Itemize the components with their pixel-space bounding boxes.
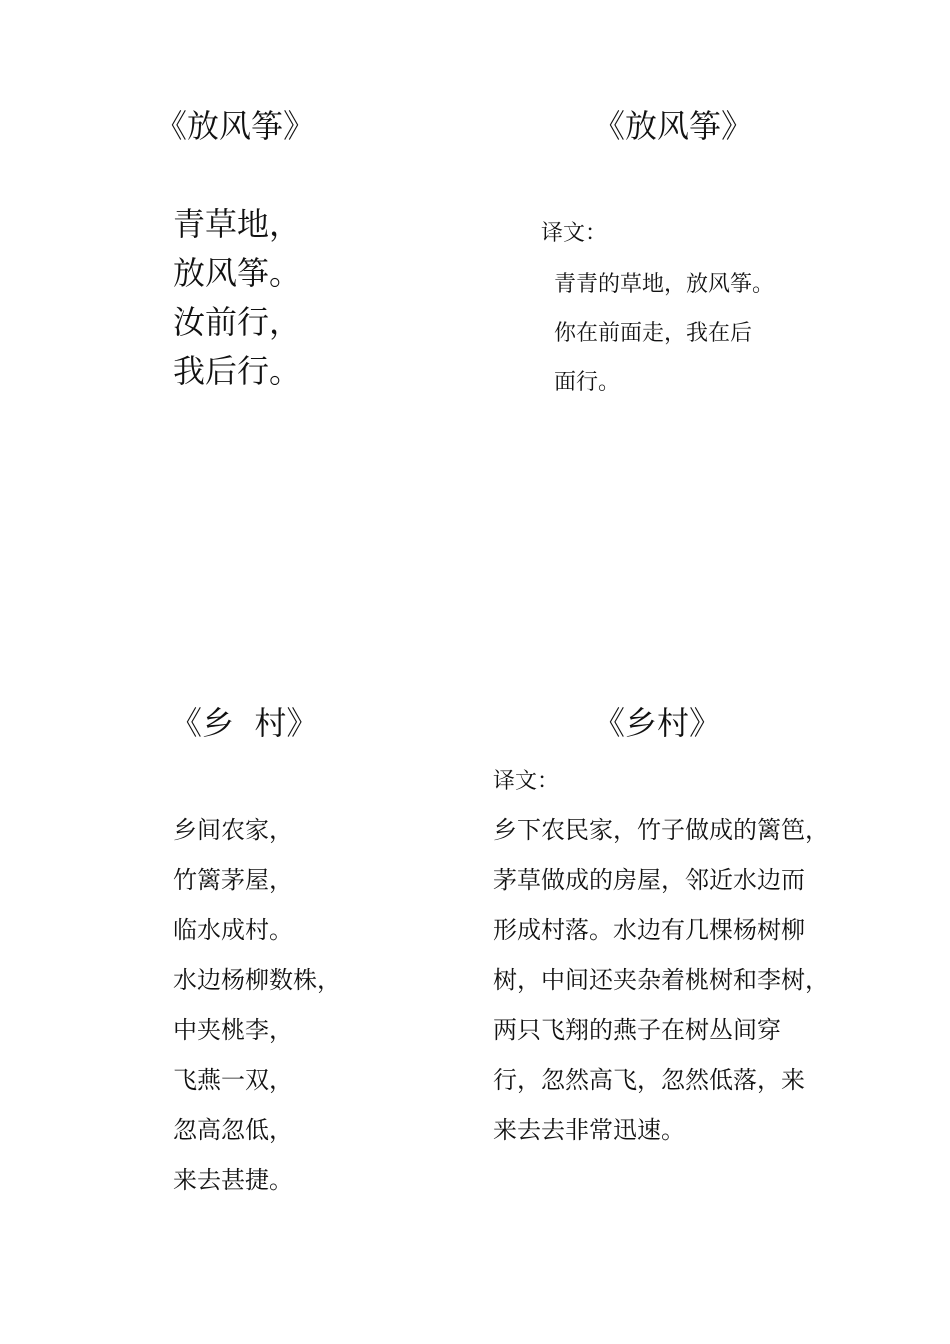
translation2-line: 树，中间还夹杂着桃树和李树， — [493, 966, 829, 994]
poem2-body — [173, 805, 341, 1205]
poem2-line: 竹篱茅屋， — [173, 866, 293, 894]
poem1-line: 我后行。 — [173, 352, 302, 390]
translation2-line: 两只飞翔的燕子在树丛间穿 — [493, 1016, 781, 1044]
translation2-label: 译文： — [493, 769, 560, 794]
translation1-label: 译文： — [541, 221, 608, 246]
translation1-body — [554, 260, 774, 407]
translation2-line: 形成村落。水边有几棵杨树柳 — [493, 916, 805, 944]
poem2-line: 乡间农家， — [173, 816, 293, 844]
poem2-line: 临水成村。 — [173, 916, 293, 944]
translation2-body — [493, 805, 829, 1155]
poem2-line: 水边杨柳数株， — [173, 966, 341, 994]
translation1-line: 面行。 — [554, 370, 621, 395]
translation2-title: 《乡村》 — [593, 704, 722, 742]
translation2-line: 来去去非常迅速。 — [493, 1116, 685, 1144]
translation1-line: 你在前面走，我在后 — [554, 321, 753, 346]
poem1-line: 汝前行， — [173, 303, 302, 341]
translation2-line: 茅草做成的房屋，邻近水边而 — [493, 866, 805, 894]
poem2-line: 忽高忽低， — [173, 1116, 293, 1144]
poem1-line: 青草地， — [173, 205, 302, 243]
translation2-line: 行，忽然高飞，忽然低落，来 — [493, 1066, 805, 1094]
poem1-line: 放风筝。 — [173, 254, 302, 292]
poem2-line: 飞燕一双， — [173, 1066, 293, 1094]
poem2-title: 《乡 村》 — [170, 704, 319, 742]
poem2-line: 中夹桃李， — [173, 1016, 293, 1044]
poem1-title: 《放风筝》 — [155, 107, 316, 145]
poem2-line: 来去甚捷。 — [173, 1166, 293, 1194]
translation2-line: 乡下农民家，竹子做成的篱笆， — [493, 816, 829, 844]
translation1-line: 青青的草地，放风筝。 — [554, 272, 775, 297]
translation1-title: 《放风筝》 — [593, 107, 754, 145]
poem1-body — [173, 200, 301, 396]
